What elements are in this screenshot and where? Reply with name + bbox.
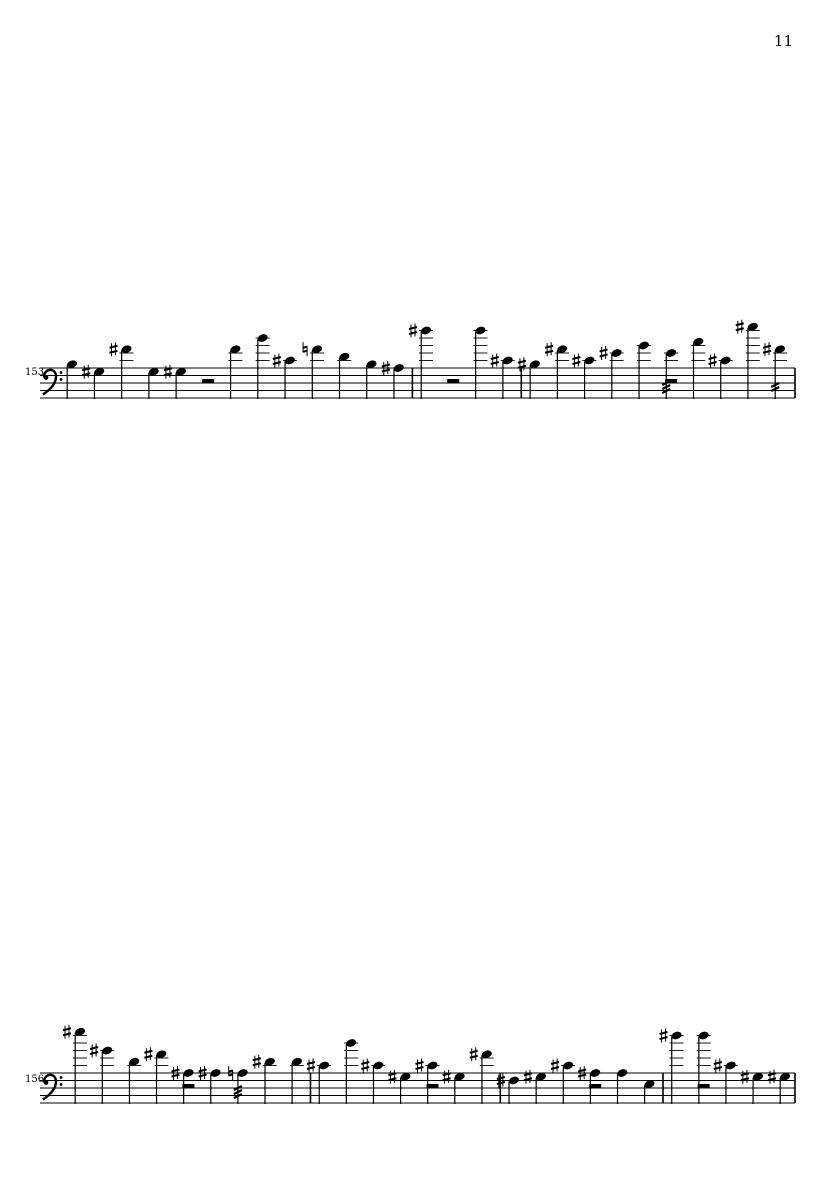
sharp-icon: [524, 1070, 532, 1084]
note: [66, 359, 78, 399]
sharp-icon: [307, 1059, 315, 1073]
sharp-icon: [660, 1029, 668, 1043]
note: [82, 365, 105, 399]
half-rest: [447, 379, 459, 383]
sharp-icon: [144, 1047, 152, 1061]
sharp-icon: [253, 1055, 261, 1069]
note: [90, 1044, 114, 1105]
sharp-icon: [600, 346, 608, 360]
half-rest: [202, 379, 214, 383]
note: [256, 333, 270, 399]
sharp-icon: [361, 1059, 369, 1073]
staff-system: [40, 320, 795, 399]
note: [253, 1055, 277, 1104]
sharp-icon: [409, 324, 417, 338]
note: [697, 1030, 711, 1104]
note: [600, 346, 624, 399]
note: [643, 1079, 655, 1104]
sharp-icon: [470, 1047, 478, 1061]
sharp-icon: [90, 1044, 98, 1058]
sharp-icon: [763, 342, 771, 356]
note: [473, 325, 487, 399]
sharp-icon: [709, 354, 717, 368]
note: [164, 365, 187, 399]
note: [524, 1070, 547, 1104]
measure-number: 156: [25, 1074, 45, 1085]
sharp-icon: [572, 354, 580, 368]
note: [551, 1059, 575, 1105]
half-rest: [698, 1084, 710, 1088]
note: [714, 1059, 738, 1105]
sharp-icon: [545, 342, 553, 356]
note: [365, 359, 377, 399]
note: [229, 1066, 249, 1104]
sharp-icon: [388, 1070, 396, 1084]
half-rest: [182, 1084, 194, 1088]
sharp-icon: [164, 365, 172, 379]
note: [199, 1066, 222, 1104]
note: [709, 354, 733, 400]
note: [388, 1070, 411, 1104]
note: [361, 1059, 385, 1105]
note: [344, 1038, 358, 1104]
sharp-icon: [416, 1059, 424, 1073]
note: [63, 1025, 87, 1104]
note: [382, 361, 405, 399]
half-rest: [427, 1084, 439, 1088]
note: [662, 348, 678, 399]
note: [443, 1070, 466, 1104]
note: [736, 320, 760, 399]
sharp-icon: [714, 1059, 722, 1073]
sharp-icon: [736, 320, 744, 334]
half-rest: [665, 379, 677, 383]
measure-number: 153: [25, 367, 45, 378]
sharp-icon: [273, 354, 281, 368]
note: [768, 1070, 791, 1104]
note: [741, 1070, 764, 1104]
sharp-icon: [768, 1070, 776, 1084]
page-number: 11: [773, 32, 793, 50]
sharp-icon: [491, 354, 499, 368]
note: [491, 354, 515, 400]
sharp-icon: [443, 1070, 451, 1084]
note: [273, 354, 297, 400]
sharp-icon: [63, 1025, 71, 1039]
half-rest: [589, 1084, 601, 1088]
staff-system: [40, 1025, 795, 1104]
sharp-icon: [82, 365, 90, 379]
note: [572, 354, 596, 400]
note: [616, 1068, 628, 1104]
sharp-icon: [551, 1059, 559, 1073]
natural-icon: [303, 342, 307, 356]
sharp-icon: [109, 342, 117, 356]
sharp-icon: [741, 1070, 749, 1084]
note: [416, 1059, 440, 1105]
